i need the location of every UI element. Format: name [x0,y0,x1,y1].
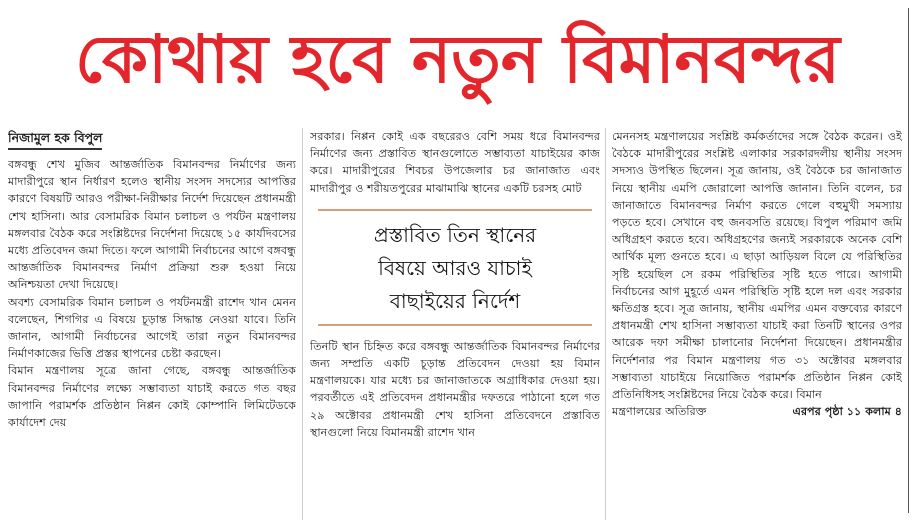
paragraph-tail: মন্ত্রণালয়ের অতিরিক্ত [612,405,707,419]
pull-quote-line: প্রস্তাবিত তিন স্থানের [373,222,537,247]
pull-quote-line: বিষয়ে আরও যাচাই [378,255,532,280]
paragraph: তিনটি স্থান চিহ্নিত করে বঙ্গবন্ধু আন্তর্জাতিক বিমানবন্দর নির্মাণের জন্য সম্প্রতি একটি চূড়ান্ত প্রতিবেদন দেওয়া হয় বিমান মন্ত্রণালয়কে। যার মধ্যে চর জানাজাতকে অগ্রাধিকার দেওয়া হয়। পরবর্তীতে এই প্রতিবেদন প্রধানমন্ত্রীর দফতরে পাঠানো হলে গত ২৯ অক্টোবর প্রধানমন্ত্রী শেখ হাসিনা প্রতিবেদনে প্রস্তাবিত স্থানগুলো নিয়ে বিমানমন্ত্রী রাশেদ খান [310,339,600,439]
paragraph: সরকার। নিপ্পন কোই এক বছরেরও বেশি সময় ধরে বিমানবন্দর নির্মাণের জন্য প্রস্তাবিত স্থানগুলোতে সম্ভাব্যতা যাচাইয়ের কাজ করে। মাদারীপুরের শিবচর উপজেলার চর জানাজাত এবং মাদারীপুর ও শরীয়তপুরের মাঝামাঝি স্থানের একটি চরসহ মোট [310,130,600,195]
headline: কোথায় হবে নতুন বিমানবন্দর [75,21,840,98]
article-column-2 [310,128,600,520]
pull-quote-line: বাছাইয়ের নির্দেশ [389,288,521,313]
headline-block [0,4,915,116]
page-edge-rule [908,8,909,513]
column-separator [302,128,303,520]
article-column-1 [8,128,296,520]
continued-on-link[interactable]: এরপর পৃষ্ঠা ১১ কলাম ৪ [792,405,902,419]
column-separator [605,128,606,520]
paragraph: অবশ্য বেসামরিক বিমান চলাচল ও পর্যটনমন্ত্রী রাশেদ খান মেনন বলেছেন, শিগগির এ বিষয়ে চূড়ান্ত সিদ্ধান্ত নেওয়া যাবে। তিনি জানান, আগামী নির্বাচনের আগেই তারা নতুন বিমানবন্দর নির্মাণকাজের ভিত্তি প্রস্তর স্থাপনের চেষ্টা করছেন। [8,295,296,361]
continuation-line [612,403,902,420]
paragraph: বিমান মন্ত্রণালয় সূত্রে জানা গেছে, বঙ্গবন্ধু আন্তর্জাতিক বিমানবন্দর নির্মাণের লক্ষ্যে সম্ভাব্যতা যাচাই করতে গত বছর জাপানি পরামর্শক প্রতিষ্ঠান নিপ্পন কোই কোম্পানি লিমিটেডকে কার্যাদেশ দেয় [8,364,296,430]
pull-quote [318,209,592,326]
article-column-3 [612,128,902,520]
byline: নিজামুল হক বিপুল [8,128,102,150]
paragraph: বঙ্গবন্ধু শেখ মুজিব আন্তর্জাতিক বিমানবন্দর নির্মাণের জন্য মাদারীপুরে স্থান নির্ধারণ হলেও স্থানীয় সংসদ সদস্যের আপত্তির কারণে বিষয়টি আরও পরীক্ষা-নিরীক্ষার নির্দেশ দিয়েছেন প্রধানমন্ত্রী শেখ হাসিনা। আর বেসামরিক বিমান চলাচল ও পর্যটন মন্ত্রণালয় মঙ্গলবার বৈঠক করে সংশ্লিষ্টদের নির্দেশনা দিয়েছে ১৫ কার্যদিবসের মধ্যে প্রতিবেদন জমা দিতে। ফলে আগামী নির্বাচনের আগে বঙ্গবন্ধু আন্তর্জাতিক বিমানবন্দর নির্মাণ প্রক্রিয়া শুরু হওয়া নিয়ে অনিশ্চয়তা দেখা দিয়েছে। [8,158,296,292]
paragraph: মেননসহ মন্ত্রণালয়ের সংশ্লিষ্ট কর্মকর্তাদের সঙ্গে বৈঠক করেন। ওই বৈঠকে মাদারীপুরের সংশ্লিষ্ট এলাকার সরকারদলীয় স্থানীয় সংসদ সদস্যও উপস্থিত ছিলেন। সূত্র জানায়, ওই বৈঠকে চর জানাজাত নিয়ে স্থানীয় এমপি জোরালো আপত্তি জানান। তিনি বলেন, চর জানাজাতে বিমানবন্দর নির্মাণ করতে গেলে বহুমুখী সমস্যায় পড়তে হবে। সেখানে বহু জনবসতি রয়েছে। বিপুল পরিমাণ জমি অধিগ্রহণ করতে হবে। অধিগ্রহণের জন্যই সরকারকে অনেক বেশি আর্থিক মূল্য গুনতে হবে। এ ছাড়া আড়িয়ল বিলে যে পরিস্থিতির সৃষ্টি হয়েছিল সে রকম পরিস্থিতির সৃষ্টি হতে পারে। আগামী নির্বাচনের আগ মুহূর্তে এমন পরিস্থিতি সৃষ্টি হলে দল এবং সরকার ক্ষতিগ্রস্ত হবে। সূত্র জানায়, স্থানীয় এমপির এমন বক্তব্যের কারণে প্রধানমন্ত্রী শেখ হাসিনা সম্ভাব্যতা যাচাই করা তিনটি স্থানের ওপর আরেক দফা সমীক্ষা চালানোর নির্দেশনা দিয়েছেন। প্রধানমন্ত্রীর নির্দেশনার পর বিমান মন্ত্রণালয় গত ৩১ অক্টোবর মঙ্গলবার সম্ভাব্যতা যাচাইয়ে নিয়োজিত পরামর্শক প্রতিষ্ঠান নিপ্পন কোই প্রতিনিধিসহ সংশ্লিষ্টদের নিয়ে বৈঠক করে। বিমান [612,130,902,402]
